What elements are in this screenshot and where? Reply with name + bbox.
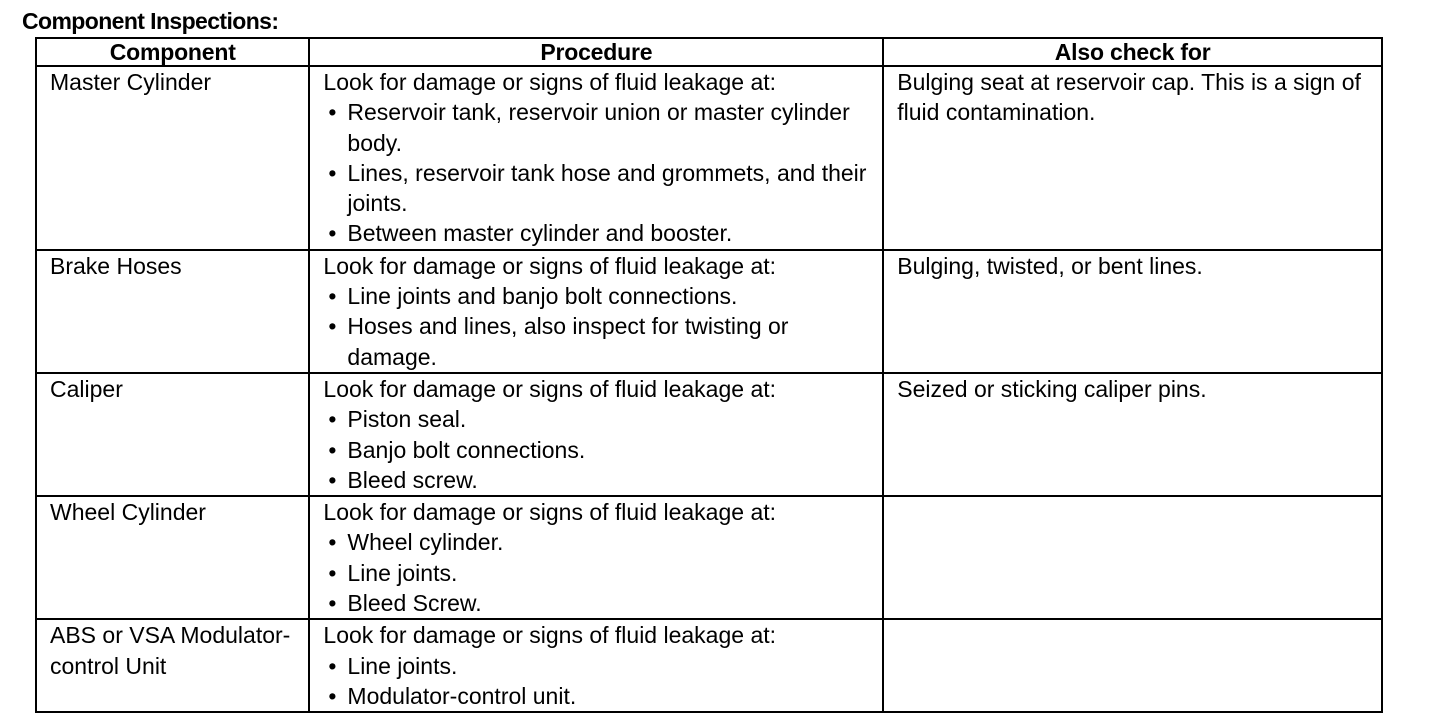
procedure-cell [309,496,883,619]
procedure-item: • Piston seal. [323,404,876,434]
procedure-item: • Line joints and banjo bolt connections. [323,281,876,311]
table-row [36,619,1382,712]
procedure-list [323,404,876,495]
procedure-item: • Reservoir tank, reservoir union or master cylinder body. [323,97,876,158]
procedure-list [323,281,876,372]
procedure-item: • Hoses and lines, also inspect for twisting or damage. [323,311,876,372]
procedure-cell [309,66,883,250]
procedure-list [323,651,876,712]
procedure-intro: Look for damage or signs of fluid leakage at: [323,69,777,95]
component-cell: Wheel Cylinder [36,496,309,619]
column-header-also-check-for: Also check for [883,38,1382,66]
procedure-item: • Lines, reservoir tank hose and grommets, and their joints. [323,158,876,219]
procedure-cell [309,250,883,373]
column-header-procedure: Procedure [309,38,883,66]
table-row [36,250,1382,373]
also-check-cell: Bulging, twisted, or bent lines. [883,250,1382,373]
procedure-item: • Between master cylinder and booster. [323,218,876,248]
procedure-intro: Look for damage or signs of fluid leakage at: [323,622,777,649]
procedure-item: • Line joints. [323,558,876,588]
section-title: Component Inspections: [22,8,279,34]
table-row [36,373,1382,496]
procedure-item: • Wheel cylinder. [323,527,876,557]
procedure-intro: Look for damage or signs of fluid leakage at: [323,499,777,526]
also-check-cell [883,496,1382,619]
procedure-cell [309,373,883,496]
procedure-item: • Banjo bolt connections. [323,435,876,465]
column-header-component: Component [36,38,309,66]
procedure-item: • Line joints. [323,651,876,681]
procedure-list [323,97,876,248]
component-inspections-table [35,37,1383,713]
component-cell: Brake Hoses [36,250,309,373]
also-check-cell: Bulging seat at reservoir cap. This is a sign of fluid contamination. [883,66,1382,250]
also-check-cell [883,619,1382,712]
component-cell: Master Cylinder [36,66,309,250]
table-row [36,496,1382,619]
also-check-cell: Seized or sticking caliper pins. [883,373,1382,496]
procedure-item: • Bleed screw. [323,465,876,495]
procedure-list [323,527,876,618]
procedure-intro: Look for damage or signs of fluid leakage at: [323,252,777,279]
component-cell: ABS or VSA Modulator-control Unit [36,619,309,712]
table-row [36,66,1382,250]
procedure-item: • Bleed Screw. [323,588,876,618]
procedure-item: • Modulator-control unit. [323,681,876,711]
procedure-cell [309,619,883,712]
component-cell: Caliper [36,373,309,496]
procedure-intro: Look for damage or signs of fluid leakage at: [323,375,777,402]
table-header-row [36,38,1382,66]
